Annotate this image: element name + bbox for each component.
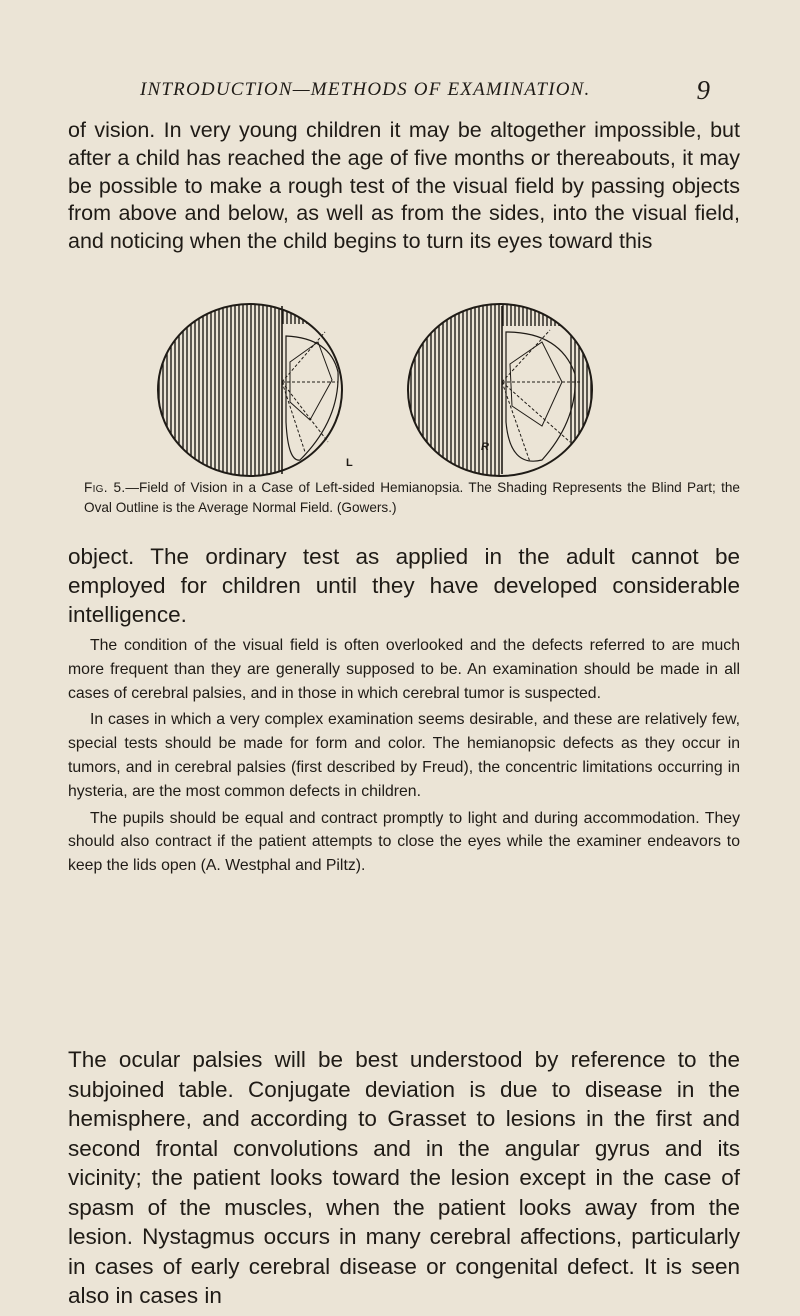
blind-top-shading-left [282, 302, 362, 324]
paragraph-ocular-palsies: The ocular palsies will be best understood by reference to the subjoined table. Conjugate deviation is due to disease in the hemisphere, and according to Grasset to lesions in the first and second frontal convolutions and in the angular gyrus and its vicinity; the patient looks toward the lesion except in the case of spasm of the muscles, when the patient looks away from the lesion. Nystagmus occurs in many cerebral affections, particularly in cases of early cerebral disease or congenital defect. It is seen also in cases in [68, 1047, 740, 1308]
running-title: INTRODUCTION—METHODS OF EXAMINATION. [140, 79, 591, 100]
left-chart-letter: L [346, 457, 353, 469]
blind-edge-shading-right [570, 326, 600, 478]
figure-label: Fig. 5. [84, 480, 126, 495]
small-paragraph: In cases in which a very complex examination seems desirable, and these are relatively few, special tests should be made for form and color. The hemianopsic defects as they occur in tumors, and in cerebral palsies (first described by Freud), the concentric limitations occurring in hysteria, are the most common defects in children. [68, 711, 740, 800]
page-number: 9 [696, 75, 710, 105]
figure-caption [84, 478, 740, 518]
right-eye-field-chart [400, 302, 600, 478]
small-paragraph: The pupils should be equal and contract promptly to light and during accommodation. They should also contract if the patient attempts to close the eyes while the examiner endeavors to keep the lids open (A. Westphal and Piltz). [68, 809, 740, 875]
right-chart-letter: R [481, 441, 489, 453]
figure-caption-text: —Field of Vision in a Case of Left-sided Hemianopsia. The Shading Represents the Blind Part; the Oval Outline is the Average Normal Field. (Gowers.) [84, 480, 740, 515]
visual-field-charts [150, 302, 670, 478]
running-head [140, 75, 740, 107]
left-eye-field-chart [150, 302, 362, 478]
paragraph-ordinary-test: object. The ordinary test as applied in the adult cannot be employed for children until they have developed considerable intelligence. [68, 544, 740, 627]
small-print-section [68, 634, 740, 878]
blind-half-shading-left [150, 302, 282, 478]
paragraph-vision-test: of vision. In very young children it may be altogether impossible, but after a child has reached the age of five months or thereabouts, it may be possible to make a rough test of the visual field by passing objects from above and below, as well as from the sides, into the visual field, and noticing when the child begins to turn its eyes toward this [68, 118, 740, 254]
small-paragraph: The condition of the visual field is often overlooked and the defects referred to are much more frequent than they are generally supposed to be. An examination should be made in all cases of cerebral palsies, and in those in which cerebral tumor is suspected. [68, 637, 740, 702]
figure-visual-fields [150, 302, 670, 478]
